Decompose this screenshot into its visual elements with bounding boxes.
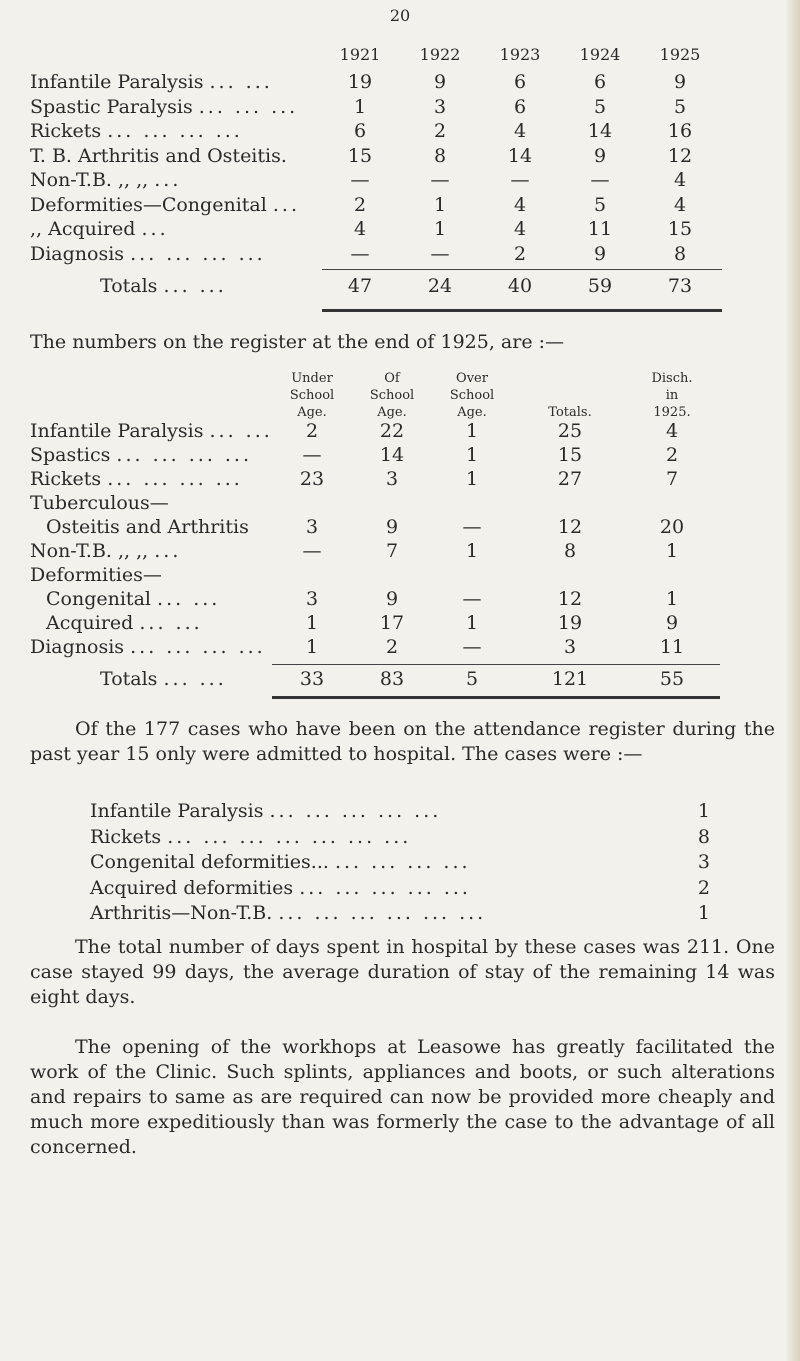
value-cell: 2 bbox=[385, 636, 399, 658]
value-cell: 19 bbox=[557, 612, 583, 634]
row-label: Diagnosis bbox=[30, 242, 125, 265]
column-header: Over School Age. bbox=[449, 371, 495, 420]
row-label: Spastic Paralysis bbox=[30, 95, 193, 118]
leader-dots: ... ... ... bbox=[198, 95, 299, 118]
value-cell: 1 bbox=[665, 540, 679, 562]
row-label: Deformities— bbox=[30, 564, 162, 586]
year-header: 1922 bbox=[419, 45, 461, 64]
value-cell: 1 bbox=[465, 444, 479, 466]
table-row bbox=[0, 96, 800, 118]
totals-label: Totals bbox=[100, 275, 158, 297]
leader-dots: ... ... bbox=[209, 71, 273, 93]
row-label: ,, Acquired bbox=[30, 218, 136, 240]
value-cell: 5 bbox=[673, 95, 687, 118]
row-label: Osteitis and Arthritis bbox=[46, 516, 249, 538]
table-row bbox=[0, 120, 800, 142]
leader-dots: ... ... ... ... bbox=[116, 444, 253, 466]
total-cell: 59 bbox=[587, 275, 613, 297]
totals-label: Totals bbox=[100, 668, 158, 690]
total-cell: 33 bbox=[299, 668, 325, 690]
value-cell: 22 bbox=[379, 420, 405, 442]
year-header-row bbox=[0, 45, 800, 67]
value-cell: 4 bbox=[353, 218, 367, 240]
column-header: Totals. bbox=[548, 405, 592, 420]
table-end-rule bbox=[322, 309, 722, 312]
value-cell: 7 bbox=[665, 468, 679, 490]
row-label: Diagnosis bbox=[30, 636, 125, 658]
value-cell: 12 bbox=[557, 588, 583, 610]
table-row bbox=[0, 564, 800, 586]
list-item-label: Rickets bbox=[90, 825, 162, 848]
value-cell: — bbox=[350, 242, 370, 265]
table-row bbox=[0, 612, 800, 634]
value-cell: 8 bbox=[673, 242, 687, 265]
table-row bbox=[0, 71, 800, 93]
column-header: Under School Age. bbox=[289, 371, 335, 420]
value-cell: 9 bbox=[665, 612, 679, 634]
table-row bbox=[0, 420, 800, 442]
table-row bbox=[0, 516, 800, 538]
value-cell: 3 bbox=[305, 516, 319, 538]
value-cell: 20 bbox=[659, 516, 685, 538]
table-row bbox=[0, 588, 800, 610]
leader-dots: ... ... ... ... bbox=[107, 468, 243, 490]
row-label: Spastics bbox=[30, 444, 111, 466]
leader-dots: ... bbox=[141, 218, 169, 240]
value-cell: 19 bbox=[347, 71, 373, 93]
leader-dots: ... ... ... ... bbox=[334, 851, 471, 873]
row-label: Non-T.B. ,, ,, bbox=[30, 169, 149, 191]
list-item bbox=[90, 851, 710, 875]
value-cell: 6 bbox=[513, 95, 527, 118]
value-cell: 3 bbox=[433, 95, 447, 118]
totals-rule bbox=[322, 269, 722, 270]
value-cell: 9 bbox=[433, 71, 447, 93]
value-cell: 1 bbox=[305, 612, 319, 634]
value-cell: 16 bbox=[667, 120, 693, 142]
list-item-label: Congenital deformities... bbox=[90, 851, 329, 873]
year-header: 1925 bbox=[659, 45, 701, 64]
value-cell: 12 bbox=[557, 516, 583, 538]
page-number: 20 bbox=[389, 6, 411, 25]
value-cell: 8 bbox=[563, 540, 577, 562]
list-item-count: 2 bbox=[697, 876, 710, 899]
leader-dots: ... ... bbox=[163, 275, 227, 297]
row-label: T. B. Arthritis and Osteitis. bbox=[30, 144, 287, 167]
value-cell: — bbox=[430, 242, 450, 265]
row-label: Congenital bbox=[46, 588, 151, 610]
list-item bbox=[90, 826, 710, 850]
leader-dots: ... bbox=[154, 169, 182, 191]
list-item-label: Infantile Paralysis bbox=[90, 800, 264, 822]
leader-dots: ... ... ... ... ... bbox=[299, 876, 471, 899]
table-row bbox=[0, 145, 800, 167]
register-intro: The numbers on the register at the end of 1925, are :— bbox=[30, 331, 565, 353]
value-cell: 12 bbox=[667, 144, 693, 167]
total-cell: 40 bbox=[507, 275, 533, 297]
value-cell: 6 bbox=[353, 120, 367, 142]
value-cell: 3 bbox=[563, 636, 577, 658]
value-cell: 9 bbox=[673, 71, 687, 93]
value-cell: 2 bbox=[513, 242, 527, 265]
total-cell: 83 bbox=[379, 668, 405, 690]
value-cell: — bbox=[462, 516, 482, 538]
table-totals-row bbox=[0, 668, 800, 690]
value-cell: 3 bbox=[305, 588, 319, 610]
leader-dots: ... ... ... ... bbox=[130, 636, 266, 658]
leader-dots: ... ... ... ... bbox=[107, 120, 243, 142]
row-label: Acquired bbox=[46, 612, 134, 634]
value-cell: 6 bbox=[593, 71, 607, 93]
value-cell: — bbox=[462, 636, 482, 658]
table-row bbox=[0, 218, 800, 240]
leader-dots: ... bbox=[154, 540, 182, 562]
value-cell: — bbox=[462, 588, 482, 610]
row-label: Deformities—Congenital bbox=[30, 193, 267, 216]
value-cell: 2 bbox=[665, 444, 679, 466]
value-cell: 14 bbox=[587, 120, 613, 142]
value-cell: 4 bbox=[513, 218, 527, 240]
value-cell: 6 bbox=[513, 71, 527, 93]
leader-dots: ... ... bbox=[139, 612, 203, 634]
value-cell: — bbox=[430, 169, 450, 191]
value-cell: 1 bbox=[465, 420, 479, 442]
list-item-label: Arthritis—Non-T.B. bbox=[90, 902, 273, 924]
value-cell: 1 bbox=[665, 588, 679, 610]
list-item-count: 3 bbox=[697, 851, 710, 873]
row-label: Infantile Paralysis bbox=[30, 71, 204, 93]
leader-dots: ... ... ... ... bbox=[130, 242, 266, 265]
value-cell: — bbox=[302, 444, 322, 466]
list-item bbox=[90, 877, 710, 901]
table-row bbox=[0, 468, 800, 490]
totals-rule bbox=[272, 664, 720, 665]
year-header: 1921 bbox=[339, 45, 381, 64]
value-cell: 1 bbox=[433, 218, 447, 240]
list-item-label: Acquired deformities bbox=[90, 876, 294, 899]
table-row bbox=[0, 194, 800, 216]
table-row bbox=[0, 636, 800, 658]
row-label: Tuberculous— bbox=[30, 492, 169, 514]
value-cell: 9 bbox=[593, 144, 607, 167]
value-cell: 27 bbox=[557, 468, 583, 490]
column-header: Of School Age. bbox=[369, 371, 415, 420]
total-cell: 73 bbox=[667, 275, 693, 297]
value-cell: 14 bbox=[507, 144, 533, 167]
table-row bbox=[0, 540, 800, 562]
leader-dots: ... ... ... ... ... ... ... bbox=[167, 825, 412, 848]
table-row bbox=[0, 169, 800, 191]
list-item bbox=[90, 800, 710, 824]
value-cell: 15 bbox=[667, 218, 693, 240]
table-totals-row bbox=[0, 275, 800, 297]
value-cell: 1 bbox=[433, 193, 447, 216]
leader-dots: ... ... bbox=[157, 588, 221, 610]
year-header: 1923 bbox=[499, 45, 541, 64]
leader-dots: ... ... bbox=[163, 668, 227, 690]
admissions-paragraph: Of the 177 cases who have been on the attendance register during the past year 15 only were admitted to hospital. The cases were :— bbox=[30, 718, 775, 765]
total-cell: 121 bbox=[551, 668, 589, 690]
value-cell: — bbox=[510, 169, 530, 191]
value-cell: 15 bbox=[347, 144, 373, 167]
column-header: Disch. in 1925. bbox=[651, 371, 693, 420]
value-cell: 14 bbox=[379, 444, 405, 466]
value-cell: 5 bbox=[593, 95, 607, 118]
value-cell: 2 bbox=[353, 193, 367, 216]
row-label: Non-T.B. ,, ,, bbox=[30, 540, 149, 562]
value-cell: 11 bbox=[587, 218, 613, 240]
table-row bbox=[0, 243, 800, 265]
value-cell: 23 bbox=[299, 468, 325, 490]
leader-dots: ... ... ... ... ... bbox=[269, 800, 442, 822]
leader-dots: ... bbox=[272, 193, 300, 216]
value-cell: 4 bbox=[513, 120, 527, 142]
row-label: Rickets bbox=[30, 468, 102, 490]
leader-dots: ... ... ... ... ... ... bbox=[278, 902, 487, 924]
total-cell: 55 bbox=[659, 668, 685, 690]
value-cell: 1 bbox=[465, 540, 479, 562]
value-cell: 11 bbox=[659, 636, 685, 658]
value-cell: 9 bbox=[593, 242, 607, 265]
value-cell: 2 bbox=[433, 120, 447, 142]
leader-dots: ... ... bbox=[209, 420, 273, 442]
year-header: 1924 bbox=[579, 45, 621, 64]
value-cell: 1 bbox=[353, 95, 367, 118]
table-row bbox=[0, 492, 800, 514]
table-end-rule bbox=[272, 696, 720, 699]
value-cell: 4 bbox=[673, 193, 687, 216]
workshops-paragraph: The opening of the workhops at Leasowe has greatly facilitated the work of the Clinic. Such splints, appliances and boots, or such alterations and repairs to same as are required can now be provided more cheaply and much more expeditiously than was formerly the case to the advantage of all concerned. bbox=[30, 1036, 775, 1158]
list-item-count: 1 bbox=[697, 800, 710, 822]
list-item bbox=[90, 902, 710, 926]
list-item-count: 1 bbox=[697, 902, 710, 924]
hospital-days-paragraph: The total number of days spent in hospital by these cases was 211. One case stayed 99 days, the average duration of stay of the remaining 14 was eight days. bbox=[30, 936, 775, 1008]
table-row bbox=[0, 444, 800, 466]
value-cell: 9 bbox=[385, 516, 399, 538]
value-cell: 4 bbox=[665, 420, 679, 442]
total-cell: 5 bbox=[465, 668, 479, 690]
list-item-count: 8 bbox=[697, 825, 710, 848]
total-cell: 47 bbox=[347, 275, 373, 297]
value-cell: 4 bbox=[513, 193, 527, 216]
value-cell: 1 bbox=[305, 636, 319, 658]
value-cell: 2 bbox=[305, 420, 319, 442]
value-cell: 3 bbox=[385, 468, 399, 490]
row-label: Infantile Paralysis bbox=[30, 420, 204, 442]
value-cell: — bbox=[350, 169, 370, 191]
value-cell: 15 bbox=[557, 444, 583, 466]
value-cell: — bbox=[590, 169, 610, 191]
value-cell: 4 bbox=[673, 169, 687, 191]
row-label: Rickets bbox=[30, 120, 102, 142]
value-cell: 8 bbox=[433, 144, 447, 167]
value-cell: 1 bbox=[465, 468, 479, 490]
total-cell: 24 bbox=[427, 275, 453, 297]
value-cell: — bbox=[302, 540, 322, 562]
value-cell: 9 bbox=[385, 588, 399, 610]
value-cell: 5 bbox=[593, 193, 607, 216]
value-cell: 17 bbox=[379, 612, 405, 634]
value-cell: 7 bbox=[385, 540, 399, 562]
value-cell: 1 bbox=[465, 612, 479, 634]
value-cell: 25 bbox=[557, 420, 583, 442]
